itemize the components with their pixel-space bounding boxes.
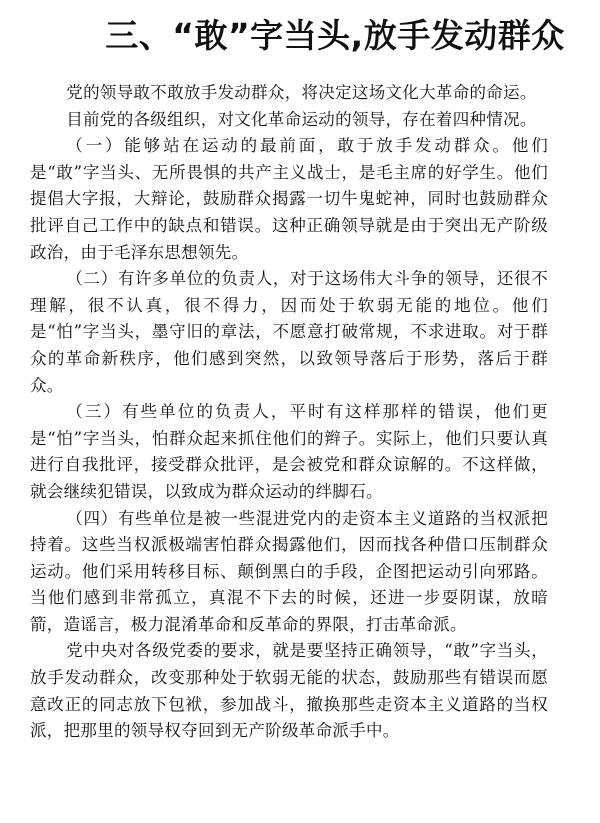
paragraph-intro: 党的领导敢不敢放手发动群众，将决定这场文化大革命的命运。 [66, 83, 537, 102]
paragraph-situation-1: （一）能够站在运动的最前面，敢于放手发动群众。他们是“敢”字当头、无所畏惧的共产主义战士，是毛主席的好学生。他们提倡大字报，大辩论，鼓励群众揭露一切牛鬼蛇神，同时也鼓励群众批评自己工作中的缺点和错误。这种正确领导就是由于突出无产阶级政治，由于毛泽东思想领先。 [30, 136, 548, 262]
paragraph-conclusion: 党中央对各级党委的要求，就是要坚持正确领导，“敢”字当头，放手发动群众，改变那种处于软弱无能的状态，鼓励那些有错误而愿意改正的同志放下包袱，参加战斗，撤换那些走资本主义道路的当权派，把那里的领导权夺回到无产阶级革命派手中。 [30, 641, 548, 741]
paragraph-situation-3: （三）有些单位的负责人，平时有这样那样的错误，他们更是“怕”字当头，怕群众起来抓住他们的辫子。实际上，他们只要认真进行自我批评，接受群众批评，是会被党和群众谅解的。不这样做，就会继续犯错误，以致成为群众运动的绊脚石。 [30, 402, 548, 501]
document-body [30, 80, 548, 745]
paragraph-situation-4: （四）有些单位是被一些混进党内的走资本主义道路的当权派把持着。这些当权派极端害怕群众揭露他们，因而找各种借口压制群众运动。他们采用转移目标、颠倒黑白的手段，企图把运动引向邪路。当他们感到非常孤立，真混不下去的时候，还进一步耍阴谋，放暗箭，造谣言，极力混淆革命和反革命的界限，打击革命派。 [30, 508, 548, 634]
paragraph-four-situations: 目前党的各级组织，对文化革命运动的领导，存在着四种情况。 [66, 109, 537, 129]
paragraph-situation-2: （二）有许多单位的负责人，对于这场伟大斗争的领导，还很不理解，很不认真，很不得力，因而处于软弱无能的地位。他们是“怕”字当头，墨守旧的章法，不愿意打破常规，不求进取。对于群众的革命新秩序，他们感到突然，以致领导落后于形势，落后于群众。 [30, 269, 548, 395]
section-title: 三、“敢”字当头,放手发动群众 [105, 16, 565, 55]
